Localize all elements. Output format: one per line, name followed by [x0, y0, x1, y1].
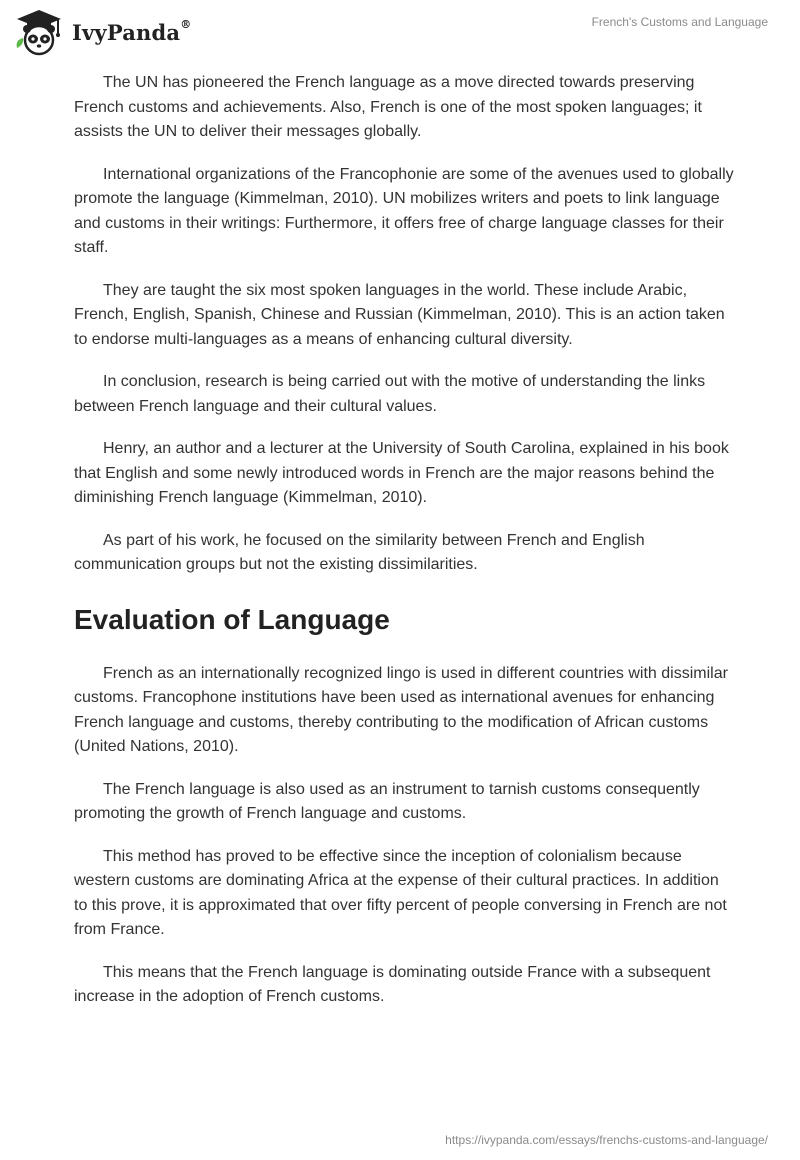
paragraph: Henry, an author and a lecturer at the University of South Carolina, explained in his book that English and some newly introduced words in French are the major reasons behind the diminishing French language (Kimmelman, 2010).	[74, 440, 729, 506]
paragraph: The French language is also used as an instrument to tarnish customs consequently promoting the growth of French language and customs.	[74, 780, 700, 822]
paragraph: International organizations of the Francophonie are some of the avenues used to globally promote the language (Kimmelman, 2010). UN mobilizes writers and poets to link language and customs in their writings: Furthermore, it offers free of charge language classes for their staff.	[74, 165, 734, 256]
paragraph: They are taught the six most spoken languages in the world. These include Arabic, French, English, Spanish, Chinese and Russian (Kimmelman, 2010). This is an action taken to endorse multi-languages as a means of enhancing cultural diversity.	[74, 281, 725, 348]
page-header	[0, 0, 800, 62]
paragraph: This means that the French language is dominating outside France with a subsequent increase in the adoption of French customs.	[74, 963, 711, 1005]
document-title: French's Customs and Language	[591, 15, 768, 29]
section-heading: Evaluation of Language	[74, 603, 390, 635]
panda-graduate-icon	[14, 8, 64, 56]
brand-logo[interactable]	[14, 8, 191, 56]
paragraph: As part of his work, he focused on the similarity between French and English communication groups but not the existing dissimilarities.	[74, 531, 645, 573]
brand-name: IvyPanda®	[72, 17, 192, 45]
paragraph: French as an internationally recognized lingo is used in different countries with dissimilar customs. Francophone institutions have been used as international avenues for enhancing French language and customs, thereby contributing to the modification of African customs (United Nations, 2010).	[74, 664, 728, 755]
essay-content	[74, 71, 734, 1028]
paragraph: This method has proved to be effective since the inception of colonialism because western customs are dominating Africa at the expense of their cultural practices. In addition to this prove, it is approximated that over fifty percent of people conversing in French are not from France.	[74, 847, 727, 938]
source-url[interactable]: https://ivypanda.com/essays/frenchs-customs-and-language/	[445, 1133, 768, 1147]
paragraph: In conclusion, research is being carried out with the motive of understanding the links between French language and their cultural values.	[74, 373, 706, 415]
paragraph: The UN has pioneered the French language as a move directed towards preserving French customs and achievements. Also, French is one of the most spoken languages; it assists the UN to deliver their messages globally.	[74, 74, 702, 140]
